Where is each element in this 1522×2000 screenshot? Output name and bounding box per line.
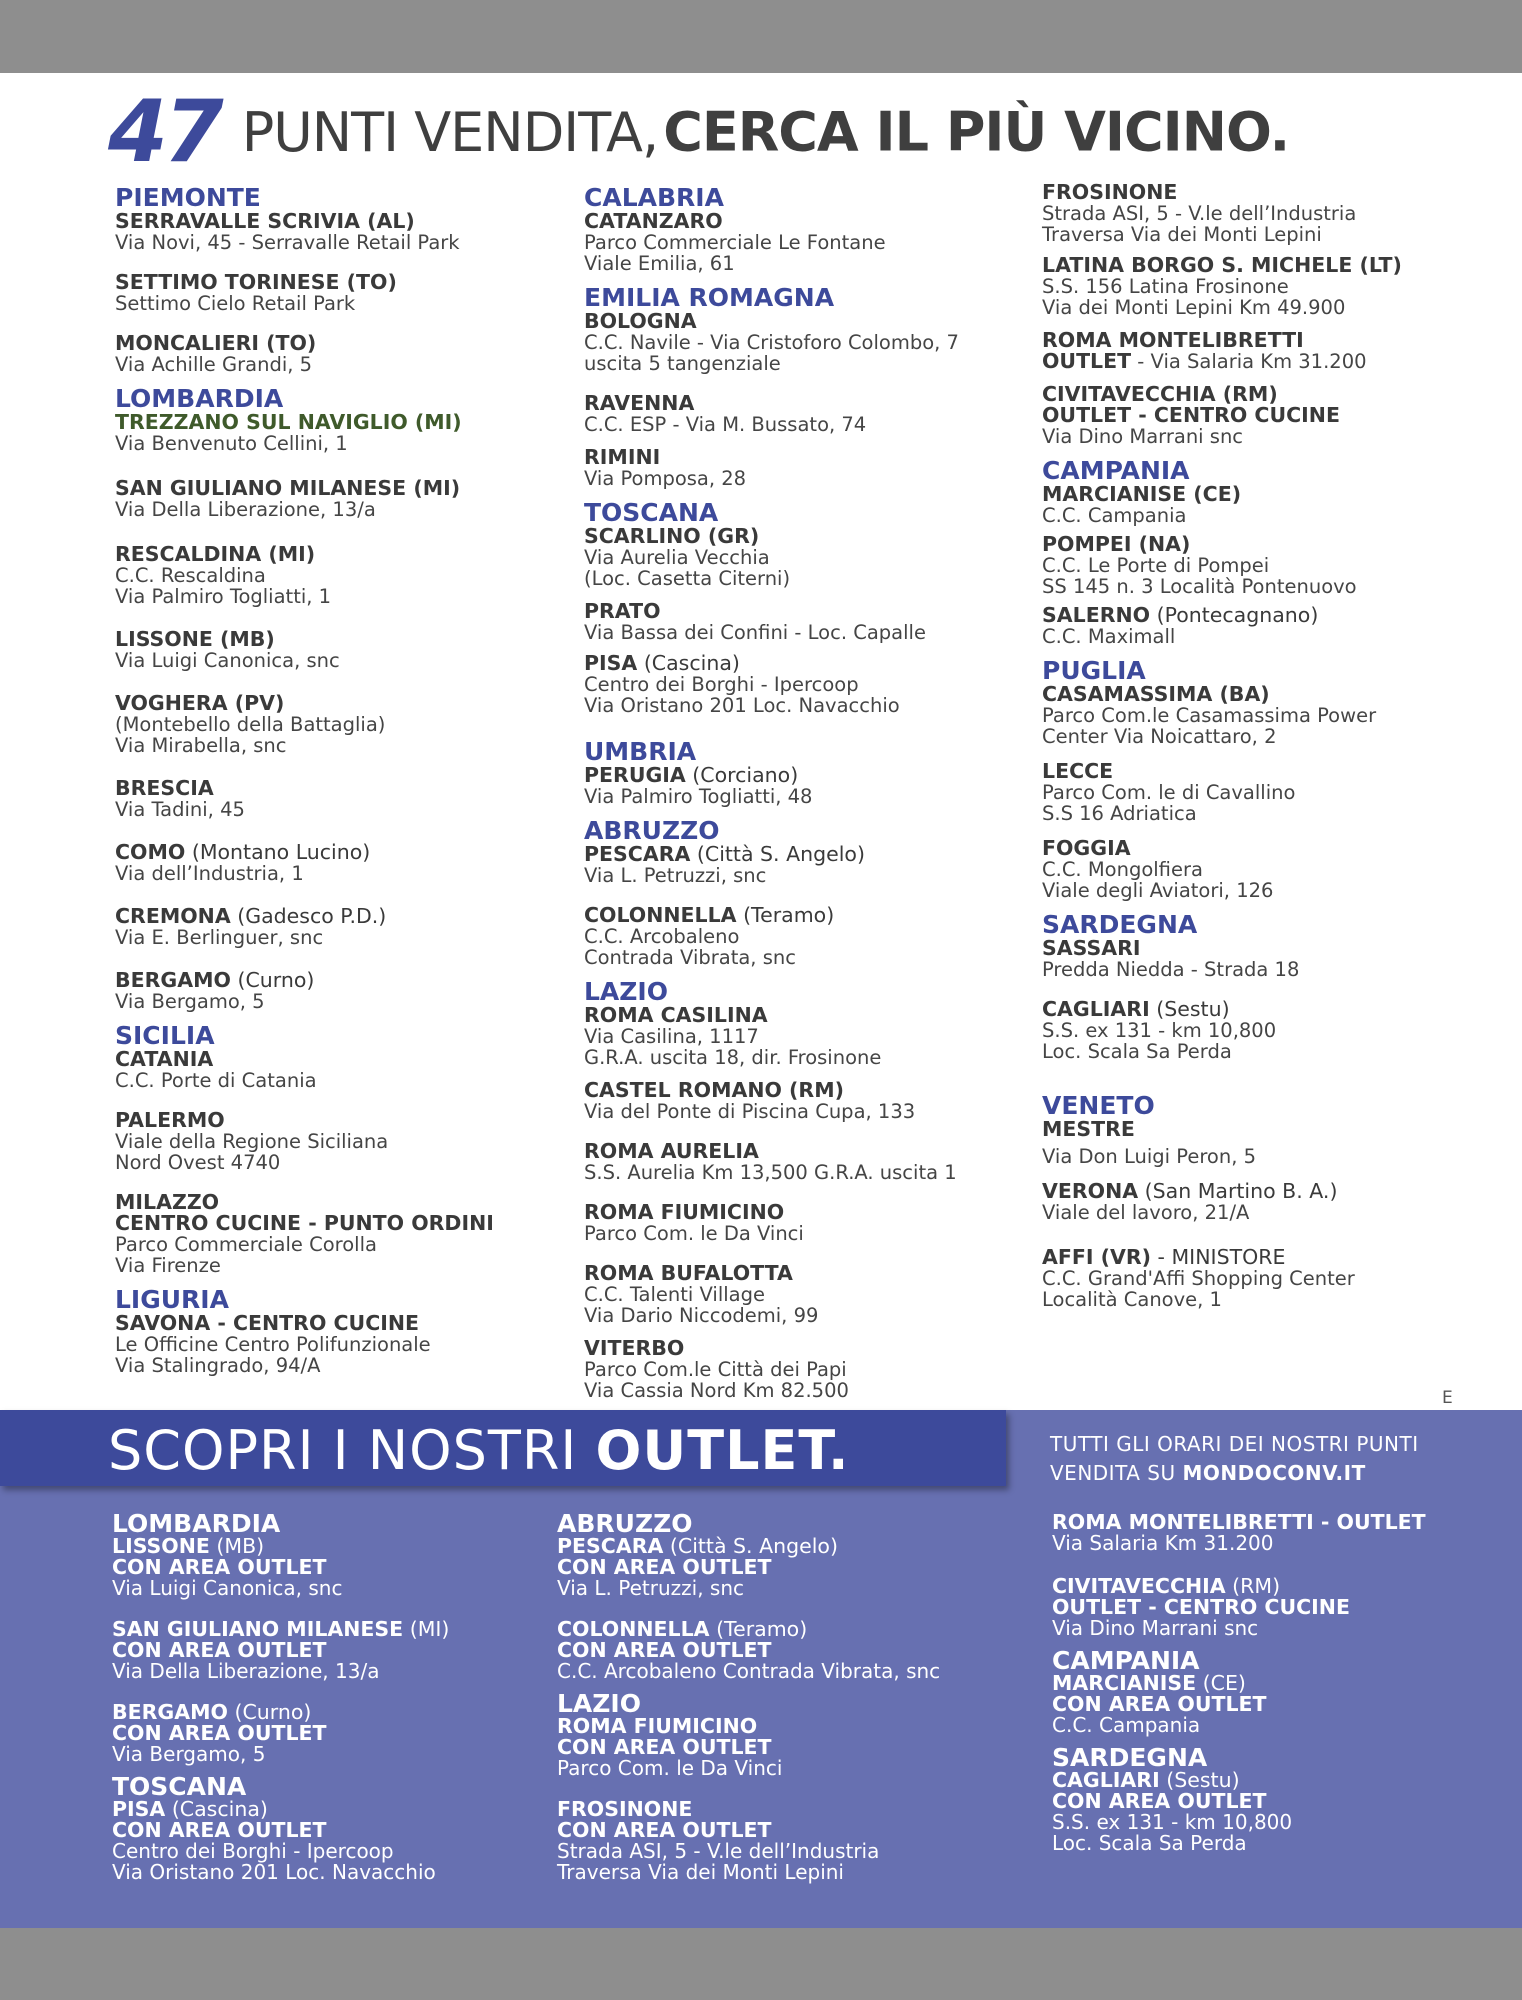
- store-name: MARCIANISE (CE): [1042, 482, 1242, 506]
- top-gray-bar: [0, 0, 1522, 73]
- store-address: C.C. Campania: [1042, 504, 1187, 527]
- store-name: [584, 653, 1014, 674]
- store-name: [1042, 1247, 1492, 1268]
- region-toscana: TOSCANA: [584, 498, 719, 527]
- store-address: S.S. 156 Latina Frosinone: [1042, 275, 1289, 298]
- store-rescaldina: [115, 544, 545, 607]
- store-city: PESCARA: [557, 1534, 664, 1558]
- store-lissone: [115, 629, 545, 671]
- outlet-pescara: [557, 1536, 1017, 1599]
- outlet-area-label: CON AREA OUTLET: [1052, 1789, 1267, 1813]
- store-name: MILAZZO: [115, 1190, 220, 1214]
- store-locality: (Città S. Angelo): [663, 1534, 838, 1558]
- store-settimo: [115, 272, 545, 314]
- store-address: C.C. Campania: [1052, 1713, 1201, 1737]
- store-address: Via Bergamo, 5: [112, 1742, 266, 1766]
- store-name: [1042, 999, 1492, 1020]
- store-address: C.C. Rescaldina: [115, 564, 266, 587]
- store-name: PRATO: [584, 599, 661, 623]
- store-locality: (Curno): [227, 1700, 312, 1724]
- store-name: CIVITAVECCHIA (RM): [1042, 382, 1278, 406]
- store-locality: (Teramo): [736, 903, 835, 927]
- store-name: RESCALDINA (MI): [115, 542, 316, 566]
- hours-info-line: [1050, 1459, 1510, 1488]
- outlet-area-label: CON AREA OUTLET: [557, 1818, 772, 1842]
- store-viterbo: [584, 1338, 1014, 1401]
- region-campania: CAMPANIA: [1052, 1646, 1200, 1675]
- store-address: Via Casilina, 1117: [584, 1025, 759, 1048]
- store-catania: [115, 1049, 545, 1091]
- store-address: C.C. Le Porte di Pompei: [1042, 554, 1270, 577]
- store-address: (Montebello della Battaglia): [115, 713, 386, 736]
- store-savona: [115, 1313, 545, 1376]
- store-name: [115, 906, 545, 927]
- outlet-lissone: [112, 1536, 532, 1599]
- store-name: [112, 1619, 532, 1640]
- outlet-pisa: [112, 1799, 532, 1883]
- store-name: SAN GIULIANO MILANESE (MI): [115, 476, 461, 500]
- store-city: MARCIANISE: [1052, 1671, 1197, 1695]
- store-city: LISSONE: [112, 1534, 210, 1558]
- store-address: Traversa Via dei Monti Lepini: [557, 1860, 844, 1884]
- store-address: Viale della Regione Siciliana: [115, 1130, 389, 1153]
- store-locality: (RM): [1225, 1574, 1281, 1598]
- store-address: Via Salaria Km 31.200: [1052, 1531, 1274, 1555]
- store-address: Settimo Cielo Retail Park: [115, 292, 356, 315]
- store-locality: (CE): [1196, 1671, 1246, 1695]
- store-pisa: [584, 653, 1014, 716]
- store-name: [115, 970, 545, 991]
- website-link[interactable]: MONDOCONV.IT: [1182, 1461, 1366, 1485]
- region-campania: CAMPANIA: [1042, 456, 1190, 485]
- store-address: Via Novi, 45 - Serravalle Retail Park: [115, 231, 460, 254]
- store-name: CATANIA: [115, 1047, 214, 1071]
- outlet-title-banner: [0, 1410, 1006, 1486]
- store-address: Via L. Petruzzi, snc: [584, 864, 767, 887]
- store-name: [115, 842, 545, 863]
- store-address: C.C. Maximall: [1042, 625, 1176, 648]
- store-name: [112, 1536, 532, 1557]
- store-city: SALERNO: [1042, 603, 1151, 627]
- store-address: Via Bergamo, 5: [115, 990, 265, 1013]
- region-lazio: LAZIO: [557, 1689, 641, 1718]
- store-address: Viale degli Aviatori, 126: [1042, 879, 1274, 902]
- store-serravalle: [115, 211, 545, 253]
- store-city: BERGAMO: [115, 968, 231, 992]
- store-name: RIMINI: [584, 445, 661, 469]
- store-name: ROMA FIUMICINO: [584, 1200, 785, 1224]
- store-trezzano: [115, 412, 545, 454]
- store-name: ROMA AURELIA: [584, 1139, 759, 1163]
- region-lombardia: LOMBARDIA: [115, 384, 284, 413]
- store-moncalieri: [115, 333, 545, 375]
- store-address: Via Della Liberazione, 13/a: [115, 498, 376, 521]
- hours-info-line: TUTTI GLI ORARI DEI NOSTRI PUNTI: [1050, 1432, 1419, 1456]
- store-scarlino: [584, 526, 1014, 589]
- store-verona: [1042, 1181, 1492, 1223]
- store-address: Via Bassa dei Confini - Loc. Capalle: [584, 621, 926, 644]
- store-name: VITERBO: [584, 1336, 685, 1360]
- store-address: Via Oristano 201 Loc. Navacchio: [584, 694, 900, 717]
- store-address: Predda Niedda - Strada 18: [1042, 958, 1300, 981]
- store-san-giuliano: [115, 478, 545, 520]
- store-locality: - MINISTORE: [1151, 1245, 1286, 1269]
- region-piemonte: PIEMONTE: [115, 183, 261, 212]
- region-sardegna: SARDEGNA: [1052, 1743, 1208, 1772]
- store-locality: (Curno): [230, 968, 315, 992]
- store-address: Nord Ovest 4740: [115, 1151, 281, 1174]
- outlet-frosinone: [557, 1799, 1017, 1883]
- store-city: PISA: [112, 1797, 166, 1821]
- store-address: Parco Commerciale Le Fontane: [584, 231, 886, 254]
- store-address: Parco Com.le Città dei Papi: [584, 1358, 847, 1381]
- store-city: PERUGIA: [584, 763, 686, 787]
- store-bologna: [584, 311, 1014, 374]
- store-address: C.C. Navile - Via Cristoforo Colombo, 7: [584, 331, 959, 354]
- store-como: [115, 842, 545, 884]
- outlet-area-label: CON AREA OUTLET: [112, 1721, 327, 1745]
- store-address: Località Canove, 1: [1042, 1288, 1222, 1311]
- store-address: C.C. Mongolfiera: [1042, 858, 1203, 881]
- store-mestre: [1042, 1119, 1492, 1167]
- store-name: FOGGIA: [1042, 836, 1131, 860]
- store-column-2: [584, 182, 1014, 1420]
- store-name: SCARLINO (GR): [584, 524, 760, 548]
- outlet-title: [108, 1419, 850, 1482]
- outlet-area-label: CON AREA OUTLET: [557, 1735, 772, 1759]
- store-subtitle: OUTLET - CENTRO CUCINE: [1052, 1595, 1350, 1619]
- headline-bold: CERCA IL PIÙ VICINO.: [663, 100, 1290, 164]
- store-address: Via Palmiro Togliatti, 1: [115, 585, 332, 608]
- store-address: Loc. Scala Sa Perda: [1042, 1040, 1232, 1063]
- region-liguria: LIGURIA: [115, 1285, 229, 1314]
- store-name: VOGHERA (PV): [115, 691, 285, 715]
- store-locality: (San Martino B. A.): [1138, 1179, 1338, 1203]
- store-locality: (Corciano): [685, 763, 799, 787]
- outlet-column-1: [112, 1509, 532, 1903]
- region-calabria: CALABRIA: [584, 183, 724, 212]
- store-roma-aurelia: [584, 1141, 1014, 1183]
- outlet-area-label: CON AREA OUTLET: [112, 1818, 327, 1842]
- store-address: Via Dino Marrani snc: [1052, 1616, 1259, 1640]
- store-name: [1052, 1576, 1512, 1597]
- region-abruzzo: ABRUZZO: [584, 816, 720, 845]
- store-address: Viale Emilia, 61: [584, 252, 735, 275]
- store-lecce: [1042, 761, 1492, 824]
- store-colonnella: [584, 905, 1014, 968]
- store-perugia: [584, 765, 1014, 807]
- store-address: Centro dei Borghi - Ipercoop: [584, 673, 859, 696]
- store-name: [584, 844, 1014, 865]
- outlet-area-label: CON AREA OUTLET: [112, 1555, 327, 1579]
- store-subtitle: CENTRO CUCINE - PUNTO ORDINI: [115, 1211, 494, 1235]
- region-sicilia: SICILIA: [115, 1021, 215, 1050]
- store-frosinone: [1042, 182, 1492, 245]
- store-address: Via Mirabella, snc: [115, 734, 287, 757]
- store-name: SASSARI: [1042, 936, 1141, 960]
- store-civitavecchia: [1042, 384, 1492, 447]
- store-locality: (Teramo): [709, 1617, 808, 1641]
- store-name: SAVONA - CENTRO CUCINE: [115, 1311, 420, 1335]
- outlet-area-label: CON AREA OUTLET: [557, 1555, 772, 1579]
- store-catanzaro: [584, 211, 1014, 274]
- store-address: Parco Com. le Da Vinci: [584, 1222, 804, 1245]
- store-address: uscita 5 tangenziale: [584, 352, 781, 375]
- store-name: SERRAVALLE SCRIVIA (AL): [115, 209, 415, 233]
- store-pompei: [1042, 534, 1492, 597]
- store-roma-casilina: [584, 1005, 1014, 1068]
- store-brescia: [115, 778, 545, 820]
- outlet-column-2: [557, 1509, 1017, 1903]
- store-name: MONCALIERI (TO): [115, 331, 317, 355]
- store-name: SETTIMO TORINESE (TO): [115, 270, 397, 294]
- store-address: Via Tadini, 45: [115, 798, 245, 821]
- store-name: ROMA MONTELIBRETTI - OUTLET: [1052, 1510, 1426, 1534]
- store-name: [1052, 1673, 1512, 1694]
- outlet-roma-montelibretti: [1052, 1512, 1512, 1554]
- store-locality: (Sestu): [1159, 1768, 1240, 1792]
- store-city: COLONNELLA: [557, 1617, 710, 1641]
- store-city: CAGLIARI: [1042, 997, 1150, 1021]
- store-address: Strada ASI, 5 - V.le dell’Industria: [1042, 202, 1357, 225]
- store-name: BOLOGNA: [584, 309, 697, 333]
- outlet-area-label: CON AREA OUTLET: [112, 1638, 327, 1662]
- store-prato: [584, 601, 1014, 643]
- outlet-marcianise: [1052, 1673, 1512, 1736]
- outlet-area-label: CON AREA OUTLET: [1052, 1692, 1267, 1716]
- store-address: Parco Commerciale Corolla: [115, 1233, 377, 1256]
- store-city: CREMONA: [115, 904, 231, 928]
- store-column-3: [1042, 182, 1492, 1329]
- store-city: BERGAMO: [112, 1700, 228, 1724]
- store-name: FROSINONE: [557, 1797, 693, 1821]
- store-address: Via L. Petruzzi, snc: [557, 1576, 745, 1600]
- store-name: LATINA BORGO S. MICHELE (LT): [1042, 253, 1402, 277]
- store-address: C.C. Porte di Catania: [115, 1069, 317, 1092]
- store-address: C.C. ESP - Via M. Bussato, 74: [584, 413, 867, 436]
- store-roma-bufalotta: [584, 1263, 1014, 1326]
- store-address: Via dei Monti Lepini Km 49.900: [1042, 296, 1346, 319]
- outlet-roma-fiumicino: [557, 1716, 1017, 1779]
- store-address: Contrada Vibrata, snc: [584, 946, 796, 969]
- page-marker: E: [1442, 1388, 1453, 1408]
- store-casamassima: [1042, 684, 1492, 747]
- store-castel-romano: [584, 1080, 1014, 1122]
- outlet-bergamo: [112, 1702, 532, 1765]
- store-locality: (Pontecagnano): [1150, 603, 1319, 627]
- outlet-san-giuliano: [112, 1619, 532, 1682]
- store-name: LISSONE (MB): [115, 627, 275, 651]
- store-salerno: [1042, 605, 1492, 647]
- store-pescara: [584, 844, 1014, 886]
- store-name: ROMA FIUMICINO: [557, 1714, 758, 1738]
- store-locality: (Città S. Angelo): [690, 842, 865, 866]
- store-address: S.S. ex 131 - km 10,800: [1042, 1019, 1277, 1042]
- hours-info: [1050, 1430, 1510, 1488]
- store-name: ROMA BUFALOTTA: [584, 1261, 793, 1285]
- store-column-1: [115, 182, 545, 1395]
- store-name: TREZZANO SUL NAVIGLIO (MI): [115, 410, 462, 434]
- store-name: [584, 905, 1014, 926]
- store-address: Via Oristano 201 Loc. Navacchio: [112, 1860, 436, 1884]
- store-address: Via Dino Marrani snc: [1042, 425, 1244, 448]
- store-cremona: [115, 906, 545, 948]
- outlet-title-light: SCOPRI I NOSTRI: [108, 1419, 596, 1482]
- headline-light: PUNTI VENDITA,: [241, 100, 659, 164]
- store-address: Via dell’Industria, 1: [115, 862, 304, 885]
- store-roma-montelibretti: [1042, 330, 1492, 372]
- store-city: VERONA: [1042, 1179, 1139, 1203]
- region-emilia-romagna: EMILIA ROMAGNA: [584, 283, 835, 312]
- store-name: POMPEI (NA): [1042, 532, 1191, 556]
- store-name: LECCE: [1042, 759, 1114, 783]
- store-address: Via del Ponte di Piscina Cupa, 133: [584, 1100, 916, 1123]
- store-city: CAGLIARI: [1052, 1768, 1160, 1792]
- store-roma-fiumicino: [584, 1202, 1014, 1244]
- store-subtitle: OUTLET - CENTRO CUCINE: [1042, 403, 1340, 427]
- store-locality: (Cascina): [637, 651, 740, 675]
- store-address: (Loc. Casetta Citerni): [584, 567, 791, 590]
- outlet-cagliari: [1052, 1770, 1512, 1854]
- store-city: SAN GIULIANO MILANESE: [112, 1617, 404, 1641]
- store-address: C.C. Talenti Village: [584, 1283, 765, 1306]
- store-address: Traversa Via dei Monti Lepini: [1042, 223, 1322, 246]
- store-sassari: [1042, 938, 1492, 980]
- store-address: Loc. Scala Sa Perda: [1052, 1831, 1247, 1855]
- store-name: CATANZARO: [584, 209, 723, 233]
- store-locality: (Cascina): [165, 1797, 268, 1821]
- store-rimini: [584, 447, 1014, 489]
- store-name: [1052, 1770, 1512, 1791]
- region-veneto: VENETO: [1042, 1091, 1155, 1120]
- store-address: Center Via Noicattaro, 2: [1042, 725, 1277, 748]
- store-name: [112, 1799, 532, 1820]
- store-milazzo: [115, 1192, 545, 1276]
- store-city: AFFI (VR): [1042, 1245, 1152, 1269]
- store-address: Via Luigi Canonica, snc: [115, 649, 340, 672]
- store-address: Via Luigi Canonica, snc: [112, 1576, 343, 1600]
- store-name: CASAMASSIMA (BA): [1042, 682, 1270, 706]
- store-latina: [1042, 255, 1492, 318]
- hours-info-text: VENDITA SU: [1050, 1461, 1183, 1485]
- store-city: PESCARA: [584, 842, 691, 866]
- store-address: [1042, 351, 1492, 372]
- store-name: [557, 1536, 1017, 1557]
- page-headline: [108, 82, 1508, 182]
- store-address: Via E. Berlinguer, snc: [115, 926, 324, 949]
- store-address: Centro dei Borghi - Ipercoop: [112, 1839, 394, 1863]
- store-address: Via Don Luigi Peron, 5: [1042, 1145, 1257, 1168]
- outlet-label: OUTLET: [1042, 349, 1132, 373]
- store-address: S.S. Aurelia Km 13,500 G.R.A. uscita 1: [584, 1161, 957, 1184]
- store-bergamo: [115, 970, 545, 1012]
- store-name: MESTRE: [1042, 1117, 1135, 1141]
- store-count: 47: [108, 82, 220, 182]
- store-locality: (Gadesco P.D.): [230, 904, 387, 928]
- store-address: S.S. ex 131 - km 10,800: [1052, 1810, 1293, 1834]
- bottom-gray-bar: [0, 1928, 1522, 2000]
- store-palermo: [115, 1110, 545, 1173]
- region-lombardia: LOMBARDIA: [112, 1509, 281, 1538]
- store-address: Parco Com.le Casamassima Power: [1042, 704, 1377, 727]
- region-sardegna: SARDEGNA: [1042, 910, 1198, 939]
- region-toscana: TOSCANA: [112, 1772, 247, 1801]
- outlet-title-bold: OUTLET.: [595, 1419, 850, 1482]
- store-street: - Via Salaria Km 31.200: [1131, 350, 1367, 373]
- store-address: Le Officine Centro Polifunzionale: [115, 1333, 431, 1356]
- store-city: PISA: [584, 651, 638, 675]
- store-marcianise: [1042, 484, 1492, 526]
- store-address: C.C. Arcobaleno Contrada Vibrata, snc: [557, 1659, 941, 1683]
- store-locality: (MI): [403, 1617, 450, 1641]
- region-lazio: LAZIO: [584, 977, 668, 1006]
- outlet-area-label: CON AREA OUTLET: [557, 1638, 772, 1662]
- store-locality: (MB): [209, 1534, 265, 1558]
- store-address: Via Benvenuto Cellini, 1: [115, 432, 348, 455]
- store-address: Via Dario Niccodemi, 99: [584, 1304, 819, 1327]
- store-name: [1042, 1181, 1492, 1202]
- store-address: S.S 16 Adriatica: [1042, 802, 1197, 825]
- region-umbria: UMBRIA: [584, 737, 697, 766]
- store-name: ROMA MONTELIBRETTI: [1042, 328, 1304, 352]
- store-city: CIVITAVECCHIA: [1052, 1574, 1226, 1598]
- store-address: Parco Com. le di Cavallino: [1042, 781, 1296, 804]
- outlet-colonnella: [557, 1619, 1017, 1682]
- store-name: RAVENNA: [584, 391, 695, 415]
- store-locality: (Montano Lucino): [185, 840, 371, 864]
- store-name: [112, 1702, 532, 1723]
- store-address: C.C. Arcobaleno: [584, 925, 740, 948]
- store-address: Via Palmiro Togliatti, 48: [584, 785, 813, 808]
- store-address: Via Cassia Nord Km 82.500: [584, 1379, 849, 1402]
- store-cagliari: [1042, 999, 1492, 1062]
- outlet-civitavecchia: [1052, 1576, 1512, 1639]
- store-voghera: [115, 693, 545, 756]
- store-address: Parco Com. le Da Vinci: [557, 1756, 783, 1780]
- store-address: G.R.A. uscita 18, dir. Frosinone: [584, 1046, 882, 1069]
- store-affi: [1042, 1247, 1492, 1310]
- store-address: C.C. Grand'Affi Shopping Center: [1042, 1267, 1355, 1290]
- store-address: Via Stalingrado, 94/A: [115, 1354, 321, 1377]
- store-address: Via Aurelia Vecchia: [584, 546, 770, 569]
- store-address: Strada ASI, 5 - V.le dell’Industria: [557, 1839, 880, 1863]
- store-name: PALERMO: [115, 1108, 225, 1132]
- store-address: SS 145 n. 3 Località Pontenuovo: [1042, 575, 1357, 598]
- region-abruzzo: ABRUZZO: [557, 1509, 693, 1538]
- region-puglia: PUGLIA: [1042, 656, 1146, 685]
- store-address: Via Firenze: [115, 1254, 221, 1277]
- store-name: [584, 765, 1014, 786]
- store-name: [557, 1619, 1017, 1640]
- store-name: CASTEL ROMANO (RM): [584, 1078, 844, 1102]
- store-address: Via Achille Grandi, 5: [115, 353, 313, 376]
- store-name: [1042, 605, 1492, 626]
- store-address: Viale del lavoro, 21/A: [1042, 1201, 1250, 1224]
- store-ravenna: [584, 393, 1014, 435]
- store-city: COMO: [115, 840, 186, 864]
- store-address: Via Pomposa, 28: [584, 467, 747, 490]
- store-name: BRESCIA: [115, 776, 214, 800]
- store-address: Via Della Liberazione, 13/a: [112, 1659, 380, 1683]
- outlet-column-3: [1052, 1512, 1512, 1874]
- store-locality: (Sestu): [1149, 997, 1230, 1021]
- store-foggia: [1042, 838, 1492, 901]
- store-city: COLONNELLA: [584, 903, 737, 927]
- store-name: FROSINONE: [1042, 180, 1178, 204]
- store-name: ROMA CASILINA: [584, 1003, 768, 1027]
